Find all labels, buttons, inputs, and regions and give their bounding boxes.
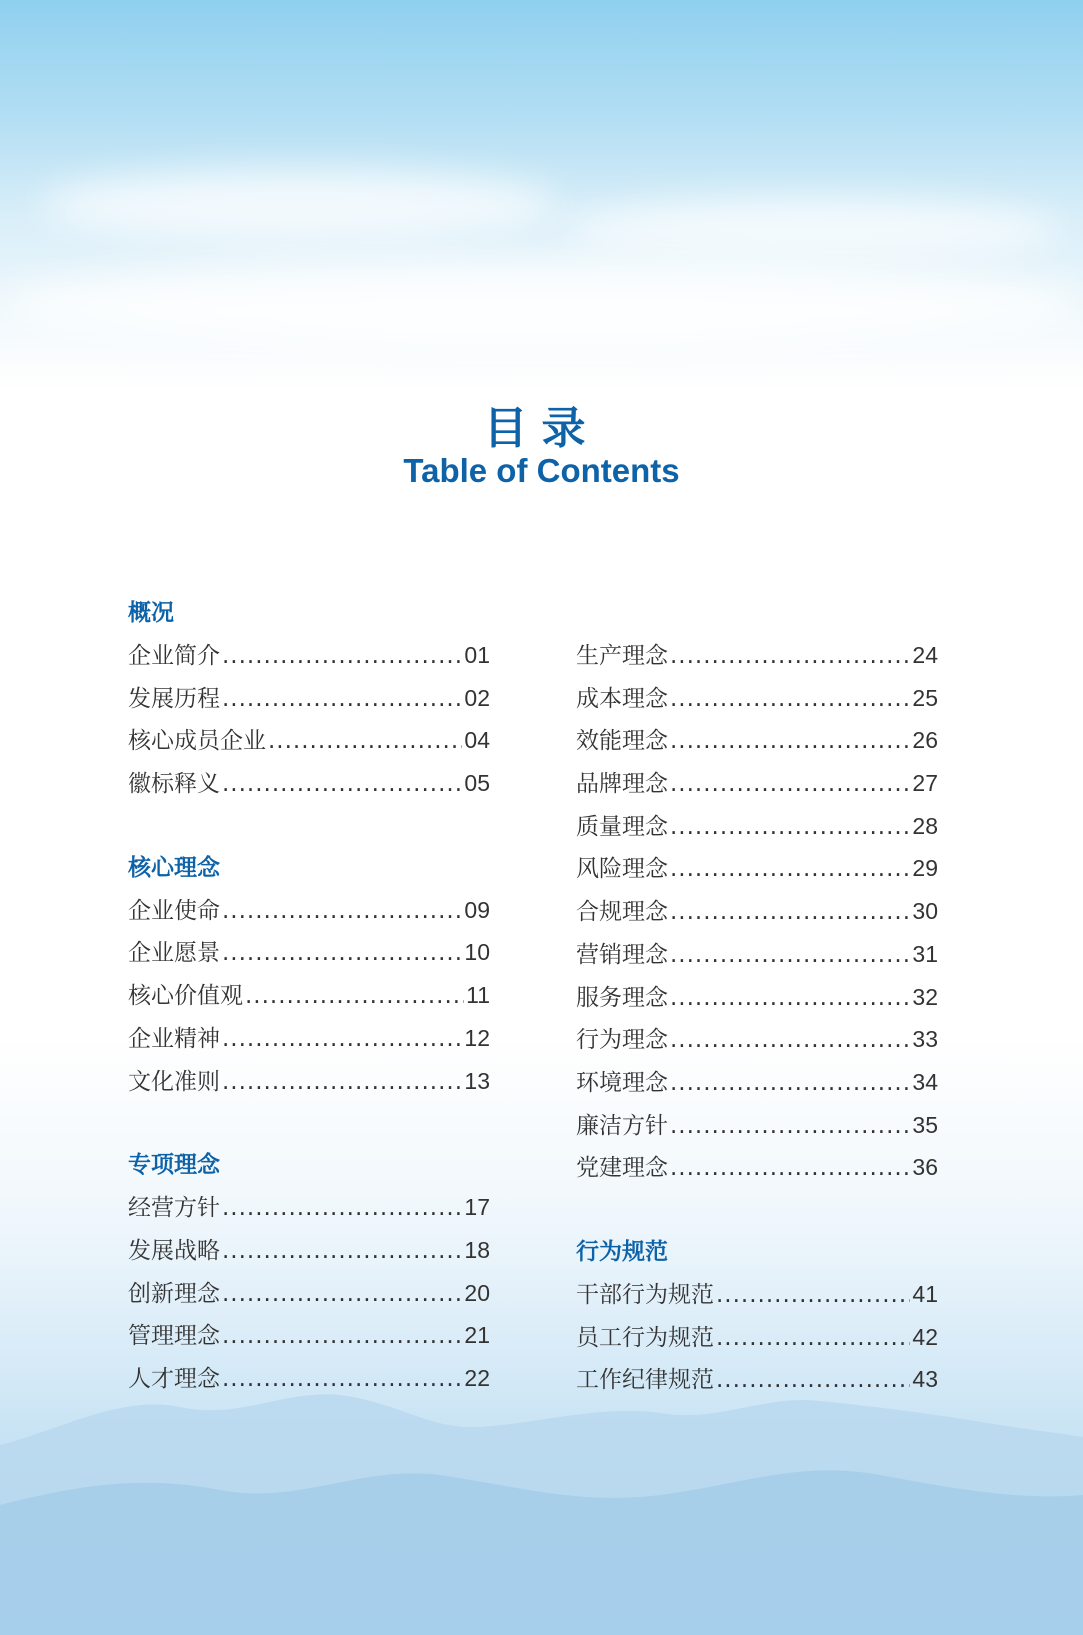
toc-entry-page: 09 bbox=[464, 896, 490, 923]
toc-entry-label: 工作纪律规范 bbox=[576, 1367, 714, 1394]
leader-dots bbox=[716, 1274, 910, 1317]
page-title-chinese: 目录 bbox=[483, 403, 600, 454]
toc-entry-label: 服务理念 bbox=[576, 984, 668, 1011]
toc-entry-page: 17 bbox=[464, 1194, 490, 1221]
toc-entry-label: 人才理念 bbox=[128, 1365, 220, 1392]
toc-entry-page: 02 bbox=[464, 684, 490, 711]
leader-dots bbox=[716, 1359, 910, 1402]
toc-entry[interactable] bbox=[128, 762, 490, 805]
leader-dots bbox=[670, 934, 910, 977]
toc-entry[interactable] bbox=[576, 762, 938, 805]
section-title: 专项理念 bbox=[128, 1152, 220, 1179]
toc-entry[interactable] bbox=[128, 1186, 490, 1229]
toc-entry[interactable] bbox=[128, 1060, 490, 1103]
toc-entry[interactable] bbox=[128, 1272, 490, 1315]
toc-entry-label: 品牌理念 bbox=[576, 771, 668, 798]
leader-dots bbox=[670, 763, 910, 806]
section-title: 核心理念 bbox=[128, 854, 220, 881]
toc-entry-label: 经营方针 bbox=[128, 1195, 220, 1222]
toc-entry[interactable] bbox=[576, 933, 938, 976]
leader-dots bbox=[670, 678, 910, 721]
toc-entry[interactable] bbox=[128, 889, 490, 932]
toc-entry[interactable] bbox=[576, 847, 938, 890]
leader-dots bbox=[670, 891, 910, 934]
toc-entry-page: 04 bbox=[464, 727, 490, 754]
toc-entry-page: 18 bbox=[464, 1236, 490, 1263]
toc-entry-page: 33 bbox=[912, 1026, 938, 1053]
toc-entry[interactable] bbox=[576, 719, 938, 762]
cloud bbox=[40, 170, 560, 240]
leader-dots bbox=[222, 1315, 462, 1358]
toc-entry-page: 31 bbox=[912, 940, 938, 967]
toc-entry-label: 营销理念 bbox=[576, 941, 668, 968]
toc-entry-label: 廉洁方针 bbox=[576, 1112, 668, 1139]
toc-entry[interactable] bbox=[128, 1017, 490, 1060]
toc-entry[interactable] bbox=[128, 719, 490, 762]
toc-entry[interactable] bbox=[128, 677, 490, 720]
toc-entry-page: 12 bbox=[464, 1024, 490, 1051]
toc-entry-label: 企业使命 bbox=[128, 897, 220, 924]
leader-dots bbox=[222, 1061, 462, 1104]
toc-entry-page: 24 bbox=[912, 642, 938, 668]
toc-entry[interactable] bbox=[128, 634, 490, 677]
leader-dots bbox=[670, 806, 910, 849]
toc-entry[interactable] bbox=[576, 1273, 938, 1316]
toc-entry-label: 合规理念 bbox=[576, 899, 668, 926]
toc-entry-label: 发展历程 bbox=[128, 685, 220, 712]
toc-entry-page: 29 bbox=[912, 855, 938, 882]
cloud bbox=[560, 200, 1060, 260]
toc-entry-label: 发展战略 bbox=[128, 1237, 220, 1264]
toc-entry-page: 11 bbox=[466, 982, 490, 1009]
section-title: 概况 bbox=[128, 600, 174, 626]
toc-entry-label: 效能理念 bbox=[576, 728, 668, 755]
toc-entry-label: 企业愿景 bbox=[128, 940, 220, 967]
toc-entry-label: 核心价值观 bbox=[128, 983, 243, 1010]
leader-dots bbox=[670, 635, 910, 678]
toc-entry-label: 成本理念 bbox=[576, 685, 668, 712]
toc-entry-label: 党建理念 bbox=[576, 1155, 668, 1182]
toc-entry-page: 21 bbox=[464, 1322, 490, 1349]
toc-entry[interactable] bbox=[576, 1061, 938, 1104]
toc-entry[interactable] bbox=[576, 677, 938, 720]
toc-entry-label: 环境理念 bbox=[576, 1069, 668, 1096]
toc-entry-page: 30 bbox=[912, 898, 938, 925]
leader-dots bbox=[222, 635, 462, 678]
toc-entry[interactable] bbox=[128, 1314, 490, 1357]
toc-entry-label: 核心成员企业 bbox=[128, 728, 266, 755]
toc-left-column bbox=[128, 592, 490, 1400]
leader-dots bbox=[222, 1230, 462, 1273]
toc-entry-label: 风险理念 bbox=[576, 856, 668, 883]
cloud bbox=[0, 260, 1083, 350]
toc-entry[interactable] bbox=[576, 1146, 938, 1189]
toc-entry-page: 42 bbox=[912, 1323, 938, 1350]
leader-dots bbox=[670, 1105, 910, 1148]
toc-entry-label: 企业精神 bbox=[128, 1025, 220, 1052]
toc-entry-page: 05 bbox=[464, 770, 490, 797]
toc-entry-label: 文化准则 bbox=[128, 1068, 220, 1095]
leader-dots bbox=[716, 1317, 910, 1360]
toc-entry[interactable] bbox=[128, 1357, 490, 1400]
leader-dots bbox=[222, 763, 462, 806]
leader-dots bbox=[670, 720, 910, 763]
toc-entry-label: 管理理念 bbox=[128, 1323, 220, 1350]
leader-dots bbox=[222, 890, 462, 933]
toc-entry[interactable] bbox=[128, 974, 490, 1017]
toc-entry-label: 行为理念 bbox=[576, 1027, 668, 1054]
toc-entry-label: 质量理念 bbox=[576, 813, 668, 840]
toc-entry-page: 13 bbox=[464, 1067, 490, 1094]
leader-dots bbox=[245, 975, 464, 1018]
toc-entry[interactable] bbox=[576, 976, 938, 1019]
leader-dots bbox=[222, 678, 462, 721]
toc-entry-page: 22 bbox=[464, 1364, 490, 1391]
toc-entry-label: 徽标释义 bbox=[128, 771, 220, 798]
toc-entry-page: 27 bbox=[912, 770, 938, 797]
section-title-empty bbox=[576, 592, 938, 634]
toc-entry-page: 36 bbox=[912, 1154, 938, 1181]
toc-right-column bbox=[576, 592, 938, 1401]
toc-entry[interactable] bbox=[576, 890, 938, 933]
toc-entry-label: 员工行为规范 bbox=[576, 1324, 714, 1351]
leader-dots bbox=[222, 1187, 462, 1230]
toc-entry-page: 26 bbox=[912, 727, 938, 754]
toc-entry[interactable] bbox=[576, 1358, 938, 1401]
leader-dots bbox=[670, 848, 910, 891]
leader-dots bbox=[670, 977, 910, 1020]
toc-entry-page: 34 bbox=[912, 1068, 938, 1095]
toc-entry-label: 创新理念 bbox=[128, 1280, 220, 1307]
leader-dots bbox=[222, 932, 462, 975]
toc-entry[interactable] bbox=[576, 634, 938, 677]
toc-entry-page: 01 bbox=[464, 642, 490, 668]
toc-entry-page: 43 bbox=[912, 1366, 938, 1393]
toc-entry-label: 生产理念 bbox=[576, 643, 668, 669]
leader-dots bbox=[222, 1273, 462, 1316]
toc-entry[interactable] bbox=[576, 1316, 938, 1359]
leader-dots bbox=[222, 1018, 462, 1061]
toc-entry-page: 32 bbox=[912, 983, 938, 1010]
toc-entry[interactable] bbox=[576, 1018, 938, 1061]
toc-entry[interactable] bbox=[128, 931, 490, 974]
toc-entry-page: 28 bbox=[912, 812, 938, 839]
toc-entry[interactable] bbox=[576, 805, 938, 848]
toc-entry-page: 41 bbox=[912, 1280, 938, 1307]
toc-entry-page: 10 bbox=[464, 939, 490, 966]
toc-entry[interactable] bbox=[576, 1104, 938, 1147]
toc-entry-label: 干部行为规范 bbox=[576, 1281, 714, 1308]
toc-entry-page: 25 bbox=[912, 684, 938, 711]
leader-dots bbox=[670, 1062, 910, 1105]
toc-entry-page: 20 bbox=[464, 1279, 490, 1306]
leader-dots bbox=[268, 720, 462, 763]
page-title-english: Table of Contents bbox=[403, 452, 680, 489]
toc-entry-page: 35 bbox=[912, 1111, 938, 1138]
toc-entry-label: 企业简介 bbox=[128, 643, 220, 669]
leader-dots bbox=[670, 1019, 910, 1062]
toc-entry[interactable] bbox=[128, 1229, 490, 1272]
leader-dots bbox=[670, 1147, 910, 1190]
leader-dots bbox=[222, 1358, 462, 1401]
section-title: 行为规范 bbox=[576, 1238, 668, 1265]
